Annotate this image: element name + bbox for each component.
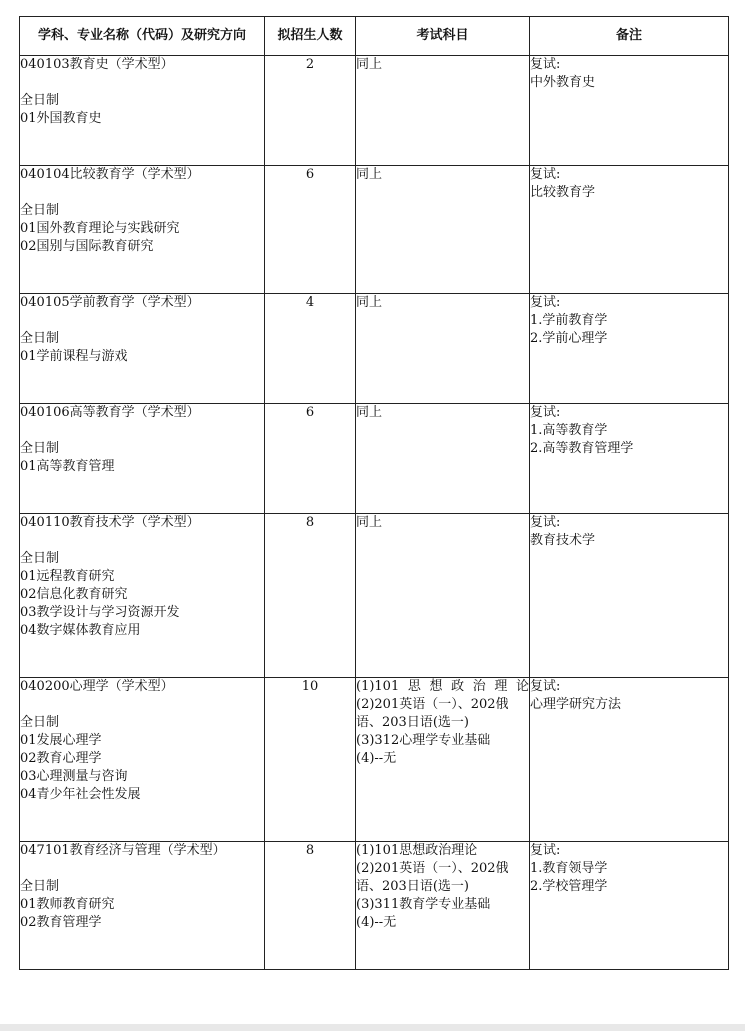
exam-item: (3)312心理学专业基础 — [356, 733, 491, 748]
major-cell — [20, 514, 265, 678]
exam-item: 同上 — [356, 167, 383, 182]
table-row — [20, 678, 729, 842]
note-item: 中外教育史 — [530, 75, 596, 90]
major-cell — [20, 56, 265, 166]
study-mode: 全日制 — [20, 715, 60, 730]
count-cell: 2 — [265, 56, 356, 166]
exam-item: 同上 — [356, 405, 383, 420]
major-cell — [20, 166, 265, 294]
exam-item: 同上 — [356, 57, 383, 72]
study-mode: 全日制 — [20, 879, 60, 894]
direction: 01国外教育理论与实践研究 — [20, 221, 180, 236]
direction: 02国别与国际教育研究 — [20, 239, 154, 254]
exam-cell — [356, 404, 530, 514]
direction: 02教育管理学 — [20, 915, 102, 930]
major-name: 040110教育技术学（学术型） — [20, 515, 200, 530]
note-title: 复试: — [530, 405, 561, 420]
exam-item: (1)101思想政治理论 — [356, 843, 478, 858]
note-cell — [530, 842, 729, 970]
note-item: 1.高等教育学 — [530, 423, 608, 438]
exam-item: 同上 — [356, 515, 383, 530]
note-cell — [530, 678, 729, 842]
note-cell — [530, 56, 729, 166]
exam-item: 同上 — [356, 295, 383, 310]
note-title: 复试: — [530, 679, 561, 694]
direction: 04数字媒体教育应用 — [20, 623, 141, 638]
count-cell: 6 — [265, 166, 356, 294]
header-exam: 考试科目 — [356, 17, 530, 56]
exam-cell — [356, 842, 530, 970]
major-cell — [20, 404, 265, 514]
direction: 04青少年社会性发展 — [20, 787, 141, 802]
major-name: 040103教育史（学术型） — [20, 57, 174, 72]
header-major: 学科、专业名称（代码）及研究方向 — [20, 17, 265, 56]
major-cell — [20, 842, 265, 970]
note-item: 1.学前教育学 — [530, 313, 608, 328]
study-mode: 全日制 — [20, 203, 60, 218]
note-item: 比较教育学 — [530, 185, 596, 200]
count-cell: 4 — [265, 294, 356, 404]
exam-item: (4)--无 — [356, 915, 397, 930]
exam-item: (2)201英语（一）、202俄语、203日语(选一) — [356, 697, 509, 730]
direction: 01发展心理学 — [20, 733, 102, 748]
count-cell: 8 — [265, 842, 356, 970]
header-note: 备注 — [530, 17, 729, 56]
direction: 03心理测量与咨询 — [20, 769, 128, 784]
major-name: 040104比较教育学（学术型） — [20, 167, 200, 182]
table-row — [20, 294, 729, 404]
table-row — [20, 514, 729, 678]
note-title: 复试: — [530, 57, 561, 72]
direction: 01高等教育管理 — [20, 459, 115, 474]
study-mode: 全日制 — [20, 551, 60, 566]
direction: 02信息化教育研究 — [20, 587, 128, 602]
major-name: 040105学前教育学（学术型） — [20, 295, 200, 310]
note-item: 2.学前心理学 — [530, 331, 608, 346]
page-bottom-band — [0, 1024, 745, 1031]
study-mode: 全日制 — [20, 331, 60, 346]
study-mode: 全日制 — [20, 93, 60, 108]
count-cell: 6 — [265, 404, 356, 514]
major-name: 040106高等教育学（学术型） — [20, 405, 200, 420]
study-mode: 全日制 — [20, 441, 60, 456]
major-name: 047101教育经济与管理（学术型） — [20, 843, 226, 858]
direction: 01远程教育研究 — [20, 569, 115, 584]
note-item: 2.高等教育管理学 — [530, 441, 634, 456]
count-cell: 8 — [265, 514, 356, 678]
exam-item: (4)--无 — [356, 751, 397, 766]
direction: 03教学设计与学习资源开发 — [20, 605, 180, 620]
note-item: 1.教育领导学 — [530, 861, 608, 876]
note-cell — [530, 294, 729, 404]
exam-cell — [356, 294, 530, 404]
major-cell — [20, 294, 265, 404]
note-item: 教育技术学 — [530, 533, 596, 548]
note-title: 复试: — [530, 515, 561, 530]
exam-item: (1)101思想政治理论 — [356, 679, 529, 694]
header-count: 拟招生人数 — [265, 17, 356, 56]
note-cell — [530, 404, 729, 514]
note-item: 心理学研究方法 — [530, 697, 622, 712]
note-title: 复试: — [530, 295, 561, 310]
exam-cell — [356, 166, 530, 294]
exam-cell — [356, 56, 530, 166]
enrollment-table — [19, 16, 729, 970]
count-cell: 10 — [265, 678, 356, 842]
table-row — [20, 56, 729, 166]
table-row — [20, 166, 729, 294]
table-header-row — [20, 17, 729, 56]
note-cell — [530, 514, 729, 678]
major-cell — [20, 678, 265, 842]
direction: 01外国教育史 — [20, 111, 102, 126]
note-title: 复试: — [530, 167, 561, 182]
exam-cell — [356, 514, 530, 678]
direction: 02教育心理学 — [20, 751, 102, 766]
exam-cell — [356, 678, 530, 842]
table-row — [20, 842, 729, 970]
note-cell — [530, 166, 729, 294]
table-row — [20, 404, 729, 514]
note-item: 2.学校管理学 — [530, 879, 608, 894]
direction: 01学前课程与游戏 — [20, 349, 128, 364]
exam-item: (3)311教育学专业基础 — [356, 897, 491, 912]
major-name: 040200心理学（学术型） — [20, 679, 174, 694]
note-title: 复试: — [530, 843, 561, 858]
exam-item: (2)201英语（一）、202俄语、203日语(选一) — [356, 861, 509, 894]
direction: 01教师教育研究 — [20, 897, 115, 912]
